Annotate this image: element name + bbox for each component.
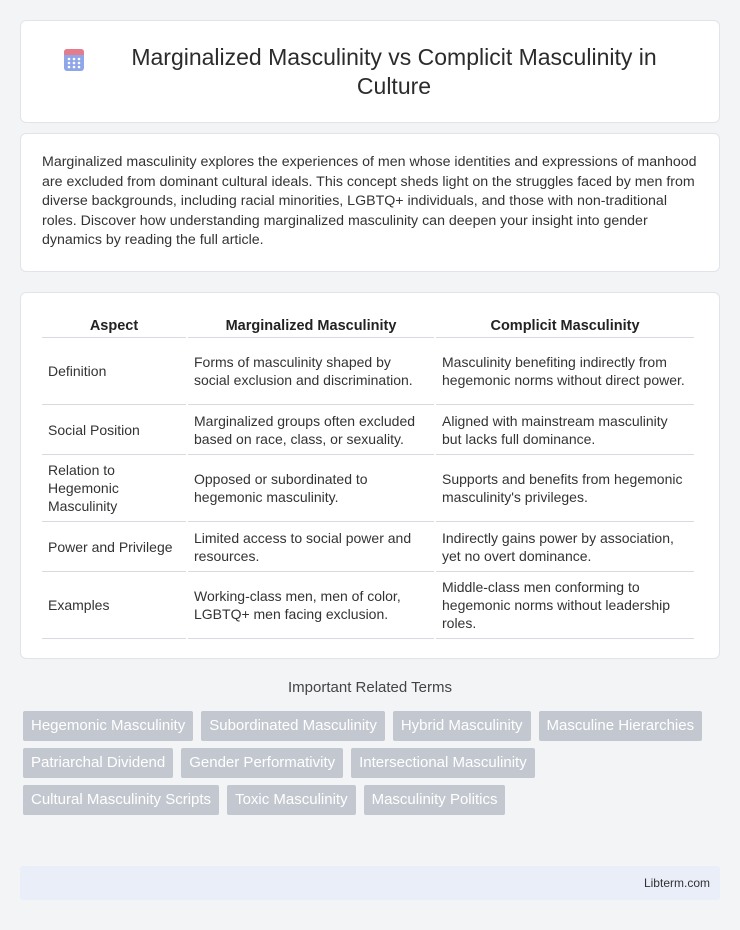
intro-card — [20, 133, 720, 272]
related-term-tag[interactable]: Masculine Hierarchies — [539, 711, 703, 741]
related-term-tag[interactable]: Patriarchal Dividend — [23, 748, 173, 778]
related-terms-heading: Important Related Terms — [288, 679, 452, 696]
row-marginalized: Marginalized groups often excluded based on race, class, or sexuality. — [188, 405, 434, 455]
row-aspect: Power and Privilege — [42, 522, 186, 572]
intro-text: Marginalized masculinity explores the experiences of men whose identities and expressions of manhood are excluded from dominant cultural ideals. This concept sheds light on the struggles faced by men from diverse backgrounds, including racial minorities, LGBTQ+ individuals, and those with non-traditional roles. Discover how understanding marginalized masculinity can deepen your insight into gender dynamics by reading the full article. — [42, 154, 697, 249]
row-aspect: Relation to Hegemonic Masculinity — [42, 455, 186, 522]
row-marginalized: Opposed or subordinated to hegemonic masculinity. — [188, 455, 434, 522]
row-complicit: Supports and benefits from hegemonic masculinity's privileges. — [436, 455, 694, 522]
title-card — [20, 20, 720, 123]
related-terms-list — [23, 711, 723, 822]
related-term-tag[interactable]: Masculinity Politics — [364, 785, 506, 815]
related-term-tag[interactable]: Hybrid Masculinity — [393, 711, 531, 741]
document-icon — [61, 47, 87, 73]
row-marginalized: Forms of masculinity shaped by social exclusion and discrimination. — [188, 338, 434, 405]
footer-site-link[interactable]: Libterm.com — [643, 876, 710, 890]
row-complicit: Middle-class men conforming to hegemonic norms without leadership roles. — [436, 572, 694, 639]
row-complicit: Indirectly gains power by association, yet no overt dominance. — [436, 522, 694, 572]
related-term-tag[interactable]: Gender Performativity — [181, 748, 343, 778]
row-complicit: Aligned with mainstream masculinity but lacks full dominance. — [436, 405, 694, 455]
row-aspect: Social Position — [42, 405, 186, 455]
table-row — [42, 522, 694, 572]
table-row — [42, 405, 694, 455]
page-title: Marginalized Masculinity vs Complicit Masculinity in Culture — [131, 43, 657, 99]
row-complicit: Masculinity benefiting indirectly from hegemonic norms without direct power. — [436, 338, 694, 405]
row-marginalized: Limited access to social power and resources. — [188, 522, 434, 572]
column-header-marginalized: Marginalized Masculinity — [188, 313, 434, 338]
related-term-tag[interactable]: Hegemonic Masculinity — [23, 711, 193, 741]
row-marginalized: Working-class men, men of color, LGBTQ+ men facing exclusion. — [188, 572, 434, 639]
column-header-complicit: Complicit Masculinity — [436, 313, 694, 338]
table-row — [42, 572, 694, 639]
related-term-tag[interactable]: Subordinated Masculinity — [201, 711, 385, 741]
column-header-aspect: Aspect — [42, 313, 186, 338]
comparison-table-card — [20, 292, 720, 659]
footer — [20, 866, 720, 900]
row-aspect: Examples — [42, 572, 186, 639]
related-term-tag[interactable]: Toxic Masculinity — [227, 785, 356, 815]
related-term-tag[interactable]: Cultural Masculinity Scripts — [23, 785, 219, 815]
table-header-row — [42, 313, 694, 338]
related-term-tag[interactable]: Intersectional Masculinity — [351, 748, 535, 778]
table-row — [42, 338, 694, 405]
row-aspect: Definition — [42, 338, 186, 405]
table-row — [42, 455, 694, 522]
comparison-table — [40, 313, 696, 639]
